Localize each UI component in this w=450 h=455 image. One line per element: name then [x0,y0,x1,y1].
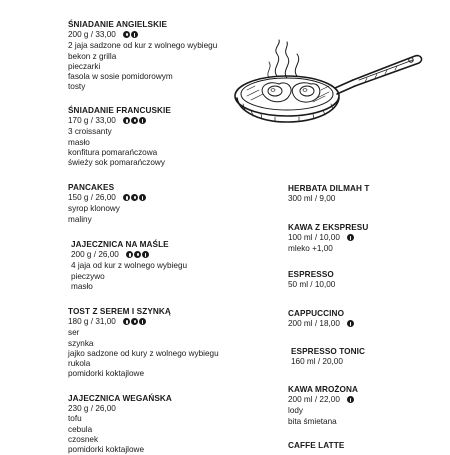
ingredient: rukola [68,359,91,369]
egg-icon [134,251,141,258]
menu-item-iced-coffee [288,385,428,427]
menu-item-espresso [288,270,428,290]
menu-item-french-breakfast [68,106,243,168]
ingredient: cebula [68,424,93,434]
milk-icon [142,251,149,258]
milk-icon [131,31,138,38]
drink-price: 50 ml / 10,00 [288,280,336,290]
menu-item-espresso-machine-coffee [288,223,428,255]
dish-price: 150 g / 26,00 [68,193,116,203]
menu-item-ham-cheese-toast [68,307,243,379]
allergen-badges [123,117,147,127]
allergen-badges [347,320,355,330]
milk-icon [139,194,146,201]
drink-title: KAWA MROŻONA [288,385,359,394]
drink-title: ESPRESSO TONIC [291,347,366,356]
egg-icon [123,31,130,38]
allergen-badges [123,194,147,204]
menu-item-cappuccino [288,309,428,330]
drink-title: HERBATA DILMAH T [288,184,370,193]
gluten-icon [123,194,130,201]
milk-icon [347,234,354,241]
drink-price: 200 ml / 22,00 [288,395,340,405]
ingredient: pomidorki koktajlowe [68,445,144,455]
ingredient: 4 jaja od kur z wolnego wybiegu [71,261,188,271]
dish-title: ŚNIADANIE ANGIELSKIE [68,20,168,29]
dish-title: JAJECZNICA NA MAŚLE [71,240,169,249]
dish-price: 230 g / 26,00 [68,404,116,414]
dish-price: 170 g / 33,00 [68,116,116,126]
dish-title: JAJECZNICA WEGAŃSKA [68,394,172,403]
drink-title: ESPRESSO [288,270,334,279]
milk-icon [139,117,146,124]
drink-title: CAPPUCCINO [288,309,345,318]
egg-icon [131,194,138,201]
allergen-badges [123,31,139,41]
menu-item-vegan-scramble [68,394,243,455]
dish-price: 200 g / 33,00 [68,30,116,40]
ingredient: świeży sok pomarańczowy [68,158,165,168]
egg-icon [131,318,138,325]
ingredient: ser [68,328,80,338]
dish-price: 180 g / 31,00 [68,317,116,327]
dish-price: 200 g / 26,00 [71,250,119,260]
dish-title: TOST Z SEREM I SZYNKĄ [68,307,171,316]
menu-item-espresso-tonic [291,347,431,367]
ingredient: jajko sadzone od kury z wolnego wybiegu [68,348,219,358]
ingredient: pieczywo [71,271,105,281]
ingredient: masło [71,281,93,291]
drink-price: 300 ml / 9,00 [288,194,336,204]
allergen-badges [347,396,355,406]
drink-title: CAFFE LATTE [288,441,345,450]
drink-price: 100 ml / 10,00 [288,233,340,243]
ingredient: szynka [68,338,94,348]
ingredient: 2 jaja sadzone od kur z wolnego wybiegu [68,41,218,51]
dish-title: ŚNIADANIE FRANCUSKIE [68,106,171,115]
ingredient: bekon z grilla [68,51,117,61]
ingredient: fasola w sosie pomidorowym [68,72,173,82]
drink-extra: bita śmietana [288,416,337,426]
ingredient: maliny [68,214,92,224]
menu-item-dilmah-tea [288,184,428,204]
drink-price: 160 ml / 20,00 [291,357,343,367]
ingredient: masło [68,137,90,147]
drink-title: KAWA Z EKSPRESU [288,223,369,232]
ingredient: pomidorki koktajlowe [68,369,144,379]
ingredient: 3 croissanty [68,127,112,137]
allergen-badges [347,234,355,244]
gluten-icon [123,117,130,124]
egg-icon [131,117,138,124]
milk-icon [347,320,354,327]
drink-price: 200 ml / 18,00 [288,319,340,329]
drink-extra: lody [288,406,304,416]
ingredient: czosnek [68,434,99,444]
gluten-icon [123,318,130,325]
milk-icon [347,396,354,403]
ingredient: syrop klonowy [68,204,120,214]
gluten-icon [126,251,133,258]
ingredient: pieczarki [68,61,101,71]
ingredient: konfitura pomarańczowa [68,147,158,157]
dish-title: PANCAKES [68,183,115,192]
allergen-badges [123,318,147,328]
milk-icon [139,318,146,325]
ingredient: tosty [68,82,86,92]
frying-pan-illustration [225,38,425,138]
ingredient: tofu [68,414,82,424]
allergen-badges [126,251,150,261]
menu-item-pancakes [68,183,243,225]
menu-item-english-breakfast [68,20,243,92]
menu-item-butter-scrambled-eggs [71,240,246,292]
drink-extra: mleko +1,00 [288,244,333,254]
